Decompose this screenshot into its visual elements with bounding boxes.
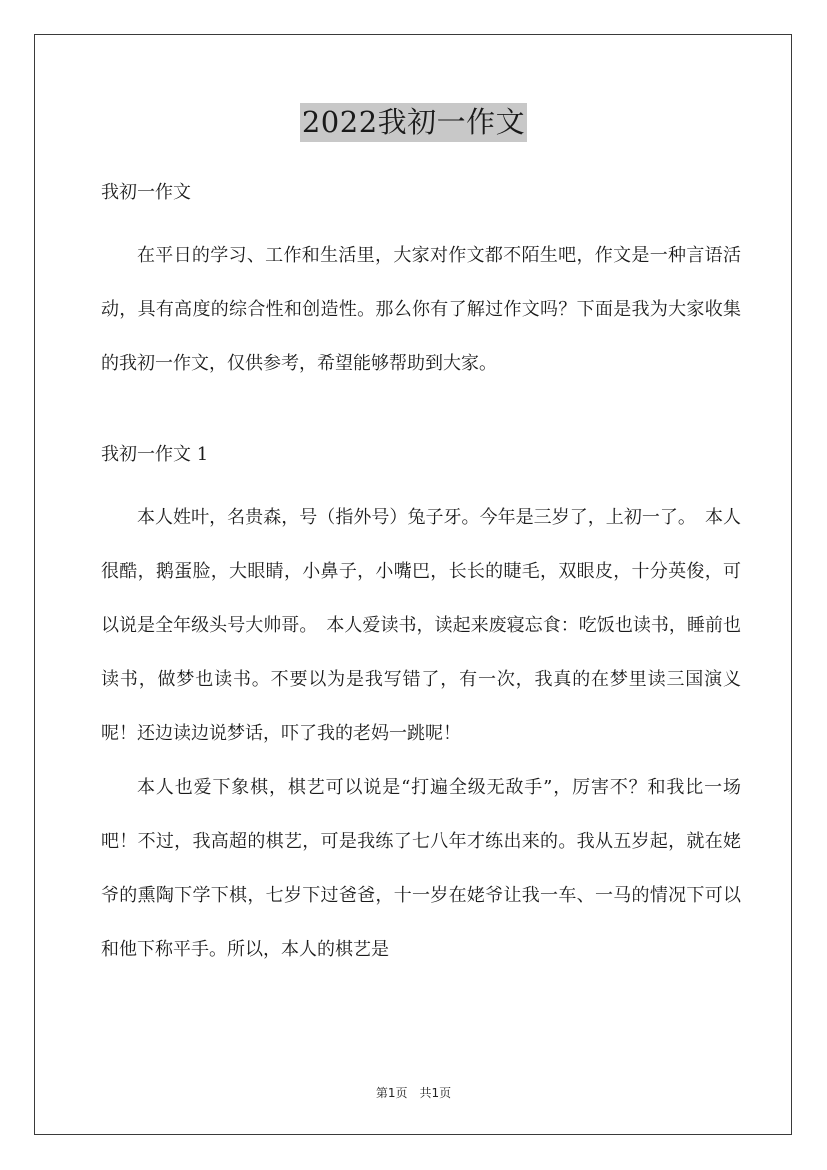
section-heading: 我初一作文 1 — [101, 444, 209, 465]
document-subtitle: 我初一作文 — [101, 182, 191, 203]
intro-paragraph: 在平日的学习、工作和生活里，大家对作文都不陌生吧，作文是一种言语活动，具有高度的综合性和创造性。那么你有了解过作文吗？下面是我为大家收集的我初一作文，仅供参考，希望能够帮助到大家。 — [101, 245, 741, 374]
page-footer — [0, 1084, 827, 1101]
document-body — [101, 175, 741, 977]
document-title: 2022我初一作文 — [300, 103, 527, 142]
page-number-label: 第1页 共1页 — [375, 1086, 452, 1100]
spacer — [101, 473, 741, 491]
spacer — [101, 391, 741, 437]
section-paragraph-2: 本人也爱下象棋，棋艺可以说是“打遍全级无敌手”，厉害不？和我比一场吧！不过，我高超的棋艺，可是我练了七八年才练出来的。我从五岁起，就在姥爷的熏陶下学下棋，七岁下过爸爸，十一岁在姥爷让我一车、一马的情况下可以和他下称平手。所以，本人的棋艺是 — [101, 777, 741, 960]
document-title-container — [0, 103, 827, 142]
section-paragraph-1: 本人姓叶，名贵森，号（指外号）兔子牙。今年是三岁了，上初一了。 本人很酷，鹅蛋脸，大眼睛，小鼻子，小嘴巴，长长的睫毛，双眼皮，十分英俊，可以说是全年级头号大帅哥。 本人爱读书，读起来废寝忘食：吃饭也读书，睡前也读书，做梦也读书。不要以为是我写错了，有一次，我真的在梦里读三国演义呢！还边读边说梦话，吓了我的老妈一跳呢！ — [101, 507, 741, 744]
spacer — [101, 211, 741, 229]
